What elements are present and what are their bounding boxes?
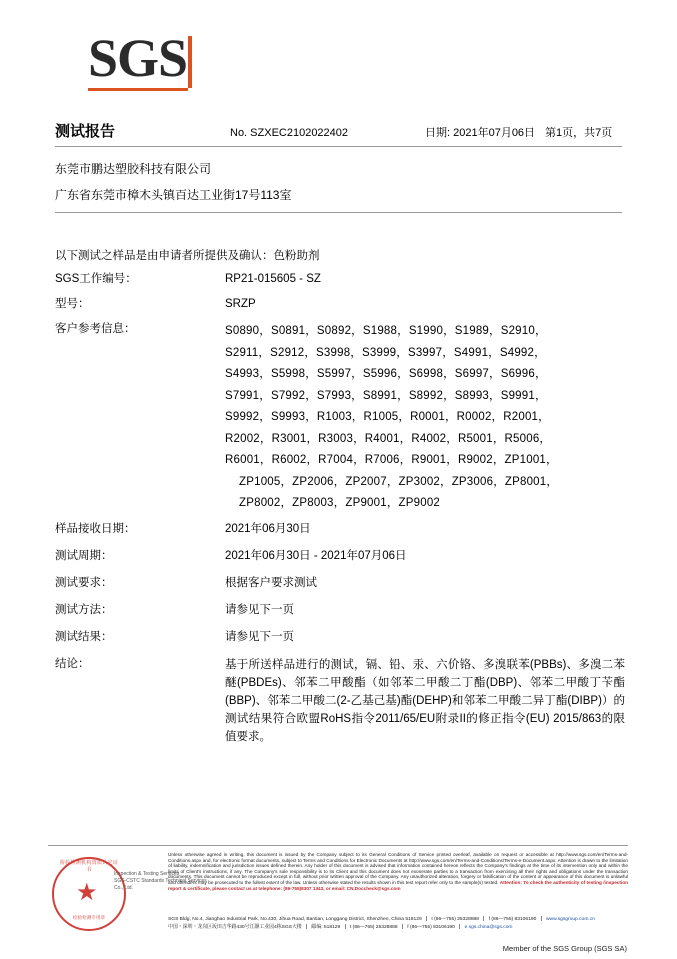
detail-row-model — [55, 296, 625, 312]
divider-icon — [459, 924, 460, 929]
address-cn: 中国・深圳・龙岗区坂田吉华路430号江灏工业园4栋SGS大楼 — [168, 924, 302, 930]
detail-row-test-method — [55, 602, 625, 618]
detail-value: 根据客户要求测试 — [225, 577, 317, 589]
disclaimer-text: Unless otherwise agreed in writing, this document is issued by the Company subject to its General Conditions of Service printed overleaf, available on request or accessible at http://www.sgs.com/en/Terms-and-Conditions.aspx and, for electronic format documents, subject to Terms and Conditions for Electronic Documents at http://www.sgs.com/en/Terms-and-Conditions/Terms-e-Document.aspx. Attention is drawn to the limitation of liability, indemnification and jurisdiction issues defined therein. Any holder of this document is advised that information contained hereon reflects the Company's findings at the time of its intervention only and within the limits of Client's instructions, if any. The Company's sole responsibility is to its Client and this document does not exonerate parties to a transaction from exercising all their rights and obligations under the transaction documents. This document cannot be reproduced except in full, without prior written approval of the Company. Any unauthorized alteration, forgery or falsification of the content or appearance of this document is unlawful and offenders may be prosecuted to the fullest extent of the law. Unless otherwise stated the results shown in this test report refer only to the sample(s) tested. — [168, 852, 628, 885]
stamp-sub-text: 检验检测专用章 — [72, 915, 106, 920]
detail-row-conclusion — [55, 656, 625, 746]
detail-value: RP21-015605 - SZ — [225, 273, 321, 285]
star-icon: ★ — [76, 879, 98, 906]
address-en: SGS Bldg, No.4, Jianghao Industrial Park, No.430, Jihua Road, Bantian, Longgang District, Shenzhen, China 518129 — [168, 917, 422, 922]
sgs-logo-text: SGS — [88, 28, 188, 88]
footer-attention: Attention: To check the authenticity of testing /inspection report & certificate, please contact us at telephone: (86-755)8307 1443, or email: CN.Doccheck@sgs.com — [168, 879, 628, 891]
detail-value: 请参见下一页 — [225, 631, 294, 643]
detail-label: 客户参考信息： — [55, 323, 136, 335]
detail-label: 样品接收日期： — [55, 523, 136, 535]
divider-middle — [55, 212, 622, 213]
reference-line: ZP8002，ZP8003，ZP9001，ZP9002 — [239, 497, 441, 509]
detail-label: 型号： — [55, 298, 90, 310]
reference-line: S4993，S5998，S5997，S5996，S6998，S6997，S6996， — [225, 368, 547, 380]
conclusion-label: 结论： — [55, 658, 90, 670]
detail-row-received-date — [55, 521, 625, 537]
footer-member-text: Member of the SGS Group (SGS SA) — [502, 944, 627, 953]
divider-footer — [48, 845, 628, 846]
client-address: 广东省东莞市樟木头镇百达工业街17号113室 — [55, 188, 292, 202]
details-block-1 — [55, 271, 625, 524]
detail-row-test-requirement — [55, 575, 625, 591]
footer-address — [168, 916, 628, 931]
footer-address-line-en — [168, 916, 628, 924]
address-web[interactable]: www.sgsgroup.com.cn — [546, 917, 595, 922]
conclusion-text: 基于所送样品进行的测试，镉、铅、汞、六价铬、多溴联苯(PBBs)、多溴二苯醚(PBDEs)、邻苯二甲酸酯（如邻苯二甲酸二丁酯(DBP)、邻苯二甲酸丁苄酯(BBP)、邻苯二甲酸二(2-乙基己基)酯(DEHP)和邻苯二甲酸二异丁酯(DIBP)）的测试结果符合欧盟RoHS指令2011/65/EU附录II的修正指令(EU) 2015/863的限值要求。 — [225, 659, 625, 743]
report-header-row — [55, 120, 625, 141]
detail-label: SGS工作编号： — [55, 273, 137, 285]
reference-line: S0890，S0891，S0892，S1988，S1990，S1989，S2910， — [225, 325, 547, 337]
sgs-logo-bar — [88, 88, 188, 91]
detail-value: 2021年06月30日 — [225, 523, 311, 535]
detail-row-test-result — [55, 629, 625, 645]
divider-icon — [541, 916, 542, 921]
sample-statement: 以下测试之样品是由申请者所提供及确认：色粉助剂 — [55, 250, 320, 262]
detail-row-job-no — [55, 271, 625, 287]
footer-disclaimer — [168, 852, 628, 891]
client-name: 东莞市鹏达塑胶科技有限公司 — [55, 162, 212, 176]
divider-icon — [426, 916, 427, 921]
stamp-arc-line-1: Inspection & Testing Services — [114, 871, 180, 877]
divider-icon — [483, 916, 484, 921]
stamp-top-text: 检验检测机构资质认定证书 — [59, 860, 119, 873]
official-stamp — [48, 855, 207, 935]
address-zip: 邮编: 518129 — [311, 924, 341, 930]
address-tel-en: t (86—755) 25328888 — [431, 917, 479, 922]
address-tel-cn: t (86—755) 25328888 — [349, 924, 398, 930]
divider-icon — [345, 924, 346, 929]
reference-line: S2911，S2912，S3998，S3999，S3997，S4991，S4992， — [225, 346, 546, 359]
sgs-logo — [88, 30, 208, 92]
detail-label: 测试结果： — [55, 631, 113, 643]
reference-line: S7991，S7992，S7993，S8991，S8992，S8993，S9991， — [225, 389, 547, 402]
details-block-2 — [55, 521, 625, 757]
detail-row-client-reference — [55, 321, 625, 515]
reference-line: S9992，S9993，R1003，R1005，R0001，R0002，R2001， — [225, 411, 550, 423]
reference-line: ZP1005，ZP2006，ZP2007，ZP3002，ZP3006，ZP8001， — [239, 475, 559, 488]
address-fax-en: f (86—755) 83106190 — [488, 917, 537, 922]
detail-row-test-period — [55, 548, 625, 564]
report-date: 日期: 2021年07月06日 — [425, 127, 536, 139]
divider-top — [55, 146, 622, 147]
footer-address-line-cn — [168, 924, 628, 932]
address-email[interactable]: e sgs.china@sgs.com — [464, 924, 513, 930]
reference-line: R2002，R3001，R3003，R4001，R4002，R5001，R5006， — [225, 432, 552, 445]
divider-icon — [306, 924, 307, 929]
detail-value: SRZP — [225, 298, 256, 310]
detail-label: 测试要求： — [55, 577, 113, 589]
page-count: 第1页，共7页 — [545, 127, 613, 139]
client-reference-list — [225, 321, 625, 515]
page-title: 测试报告 — [55, 122, 116, 140]
sgs-logo-accent — [188, 36, 192, 88]
detail-label: 测试周期： — [55, 550, 113, 562]
detail-value: 2021年06月30日 - 2021年07月06日 — [225, 550, 407, 562]
detail-label: 测试方法： — [55, 604, 113, 616]
divider-icon — [402, 924, 403, 929]
reference-line: R6001，R6002，R7004，R7006，R9001，R9002，ZP1001， — [225, 454, 558, 466]
detail-value: 请参见下一页 — [225, 604, 294, 616]
address-fax-cn: f (86—755) 83106190 — [407, 924, 455, 930]
report-number: No. SZXEC2102022402 — [230, 127, 349, 139]
stamp-arc-line-2: SGS-CSTC Standards Technical Services Co., Ltd. — [114, 878, 207, 891]
